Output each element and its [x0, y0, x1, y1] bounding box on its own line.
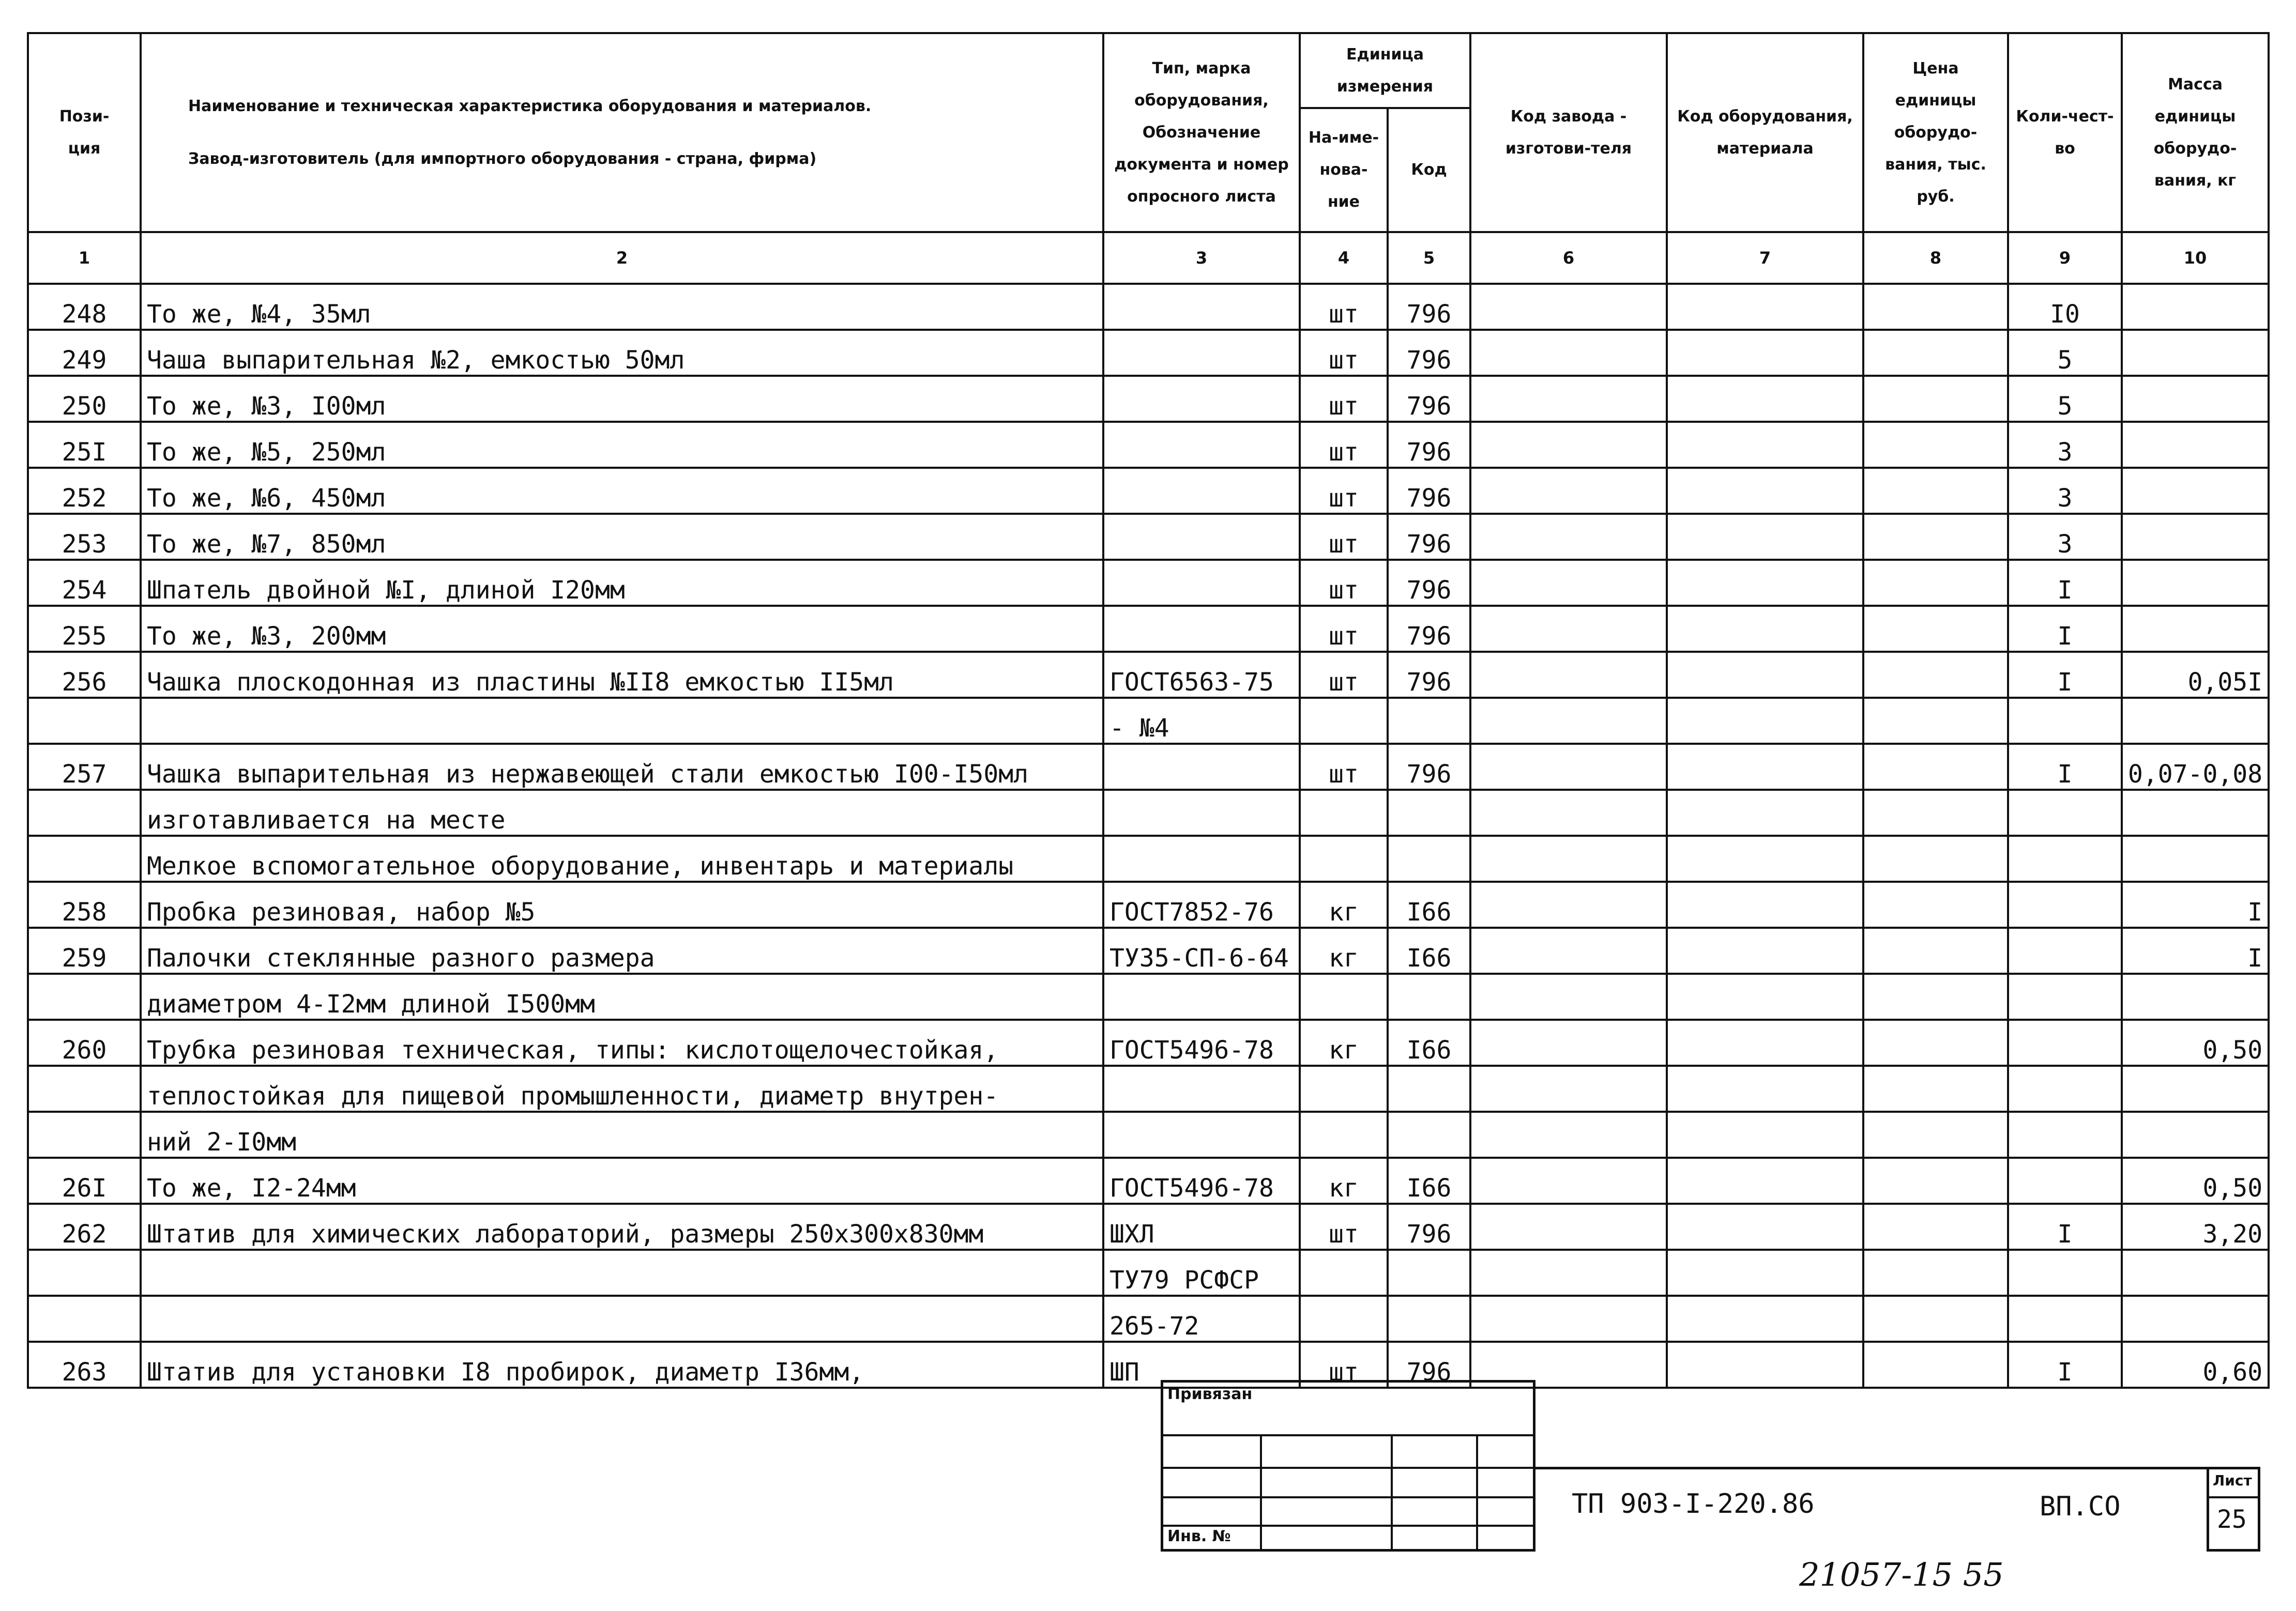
mass-cell — [2122, 790, 2269, 836]
empty-cell — [1667, 928, 1863, 974]
unit-cell: шт — [1300, 652, 1388, 698]
quantity-cell — [2008, 1020, 2122, 1066]
header-unit-code: Код — [1388, 108, 1470, 232]
type-cell: ТУ35-СП-6-64 — [1103, 928, 1300, 974]
mass-cell — [2122, 974, 2269, 1020]
table-row — [28, 1158, 2269, 1204]
type-cell — [1103, 1112, 1300, 1158]
empty-cell — [1667, 974, 1863, 1020]
table-row — [28, 1250, 2269, 1296]
unit-code-cell: 796 — [1388, 422, 1470, 468]
empty-cell — [1863, 974, 2008, 1020]
type-cell: ГОСТ7852-76 — [1103, 882, 1300, 928]
unit-code-cell: 796 — [1388, 468, 1470, 514]
empty-cell — [1667, 1066, 1863, 1112]
mass-cell — [2122, 422, 2269, 468]
table-row — [28, 514, 2269, 560]
unit-cell: шт — [1300, 606, 1388, 652]
empty-cell — [1667, 1158, 1863, 1204]
table-row — [28, 698, 2269, 744]
unit-cell: шт — [1300, 284, 1388, 330]
mass-cell — [2122, 1250, 2269, 1296]
position-cell — [28, 836, 141, 882]
quantity-cell: I — [2008, 1342, 2122, 1388]
table-row — [28, 1342, 2269, 1388]
position-cell: 258 — [28, 882, 141, 928]
empty-cell — [1863, 1296, 2008, 1342]
header-mass: Масса единицы оборудо-вания, кг — [2122, 33, 2269, 232]
empty-cell — [1667, 1020, 1863, 1066]
type-cell — [1103, 836, 1300, 882]
type-cell — [1103, 514, 1300, 560]
unit-code-cell: 796 — [1388, 606, 1470, 652]
sheet-label: Лист — [2213, 1472, 2252, 1489]
empty-cell — [1470, 652, 1667, 698]
mass-cell: I — [2122, 928, 2269, 974]
unit-cell — [1300, 1066, 1388, 1112]
table-row — [28, 790, 2269, 836]
empty-cell — [1667, 422, 1863, 468]
empty-cell — [1863, 1204, 2008, 1250]
quantity-cell — [2008, 1296, 2122, 1342]
column-number: 5 — [1388, 232, 1470, 284]
quantity-cell: 3 — [2008, 422, 2122, 468]
table-row — [28, 560, 2269, 606]
empty-cell — [1863, 652, 2008, 698]
name-cell — [141, 1296, 1103, 1342]
empty-cell — [1667, 836, 1863, 882]
empty-cell — [1470, 974, 1667, 1020]
unit-code-cell — [1388, 1250, 1470, 1296]
unit-cell: шт — [1300, 1204, 1388, 1250]
name-cell: То же, №6, 450мл — [141, 468, 1103, 514]
empty-cell — [1667, 790, 1863, 836]
empty-cell — [1863, 928, 2008, 974]
quantity-cell: I0 — [2008, 284, 2122, 330]
type-cell — [1103, 468, 1300, 514]
empty-cell — [1667, 560, 1863, 606]
name-cell: То же, №5, 250мл — [141, 422, 1103, 468]
name-cell: То же, №3, I00мл — [141, 376, 1103, 422]
quantity-cell: 5 — [2008, 330, 2122, 376]
column-number: 8 — [1863, 232, 2008, 284]
name-cell: Чаша выпарительная №2, емкостью 50мл — [141, 330, 1103, 376]
mass-cell: 0,05I — [2122, 652, 2269, 698]
position-cell: 252 — [28, 468, 141, 514]
table-row — [28, 422, 2269, 468]
unit-cell: шт — [1300, 422, 1388, 468]
quantity-cell — [2008, 928, 2122, 974]
position-cell — [28, 790, 141, 836]
unit-code-cell: 796 — [1388, 1342, 1470, 1388]
header-unit-name: На-име-нова-ние — [1300, 108, 1388, 232]
unit-cell: шт — [1300, 560, 1388, 606]
quantity-cell: 5 — [2008, 376, 2122, 422]
header-factory-code: Код завода - изготови-теля — [1470, 33, 1667, 232]
mass-cell — [2122, 376, 2269, 422]
type-cell: 265-72 — [1103, 1296, 1300, 1342]
unit-code-cell: 796 — [1388, 330, 1470, 376]
table-row — [28, 1204, 2269, 1250]
type-cell — [1103, 560, 1300, 606]
handwritten-archive-number: 21057-15 55 — [1799, 1556, 2004, 1593]
empty-cell — [1470, 928, 1667, 974]
empty-cell — [1863, 698, 2008, 744]
type-cell — [1103, 606, 1300, 652]
name-cell: Шпатель двойной №I, длиной I20мм — [141, 560, 1103, 606]
column-number: 6 — [1470, 232, 1667, 284]
name-cell: ний 2-I0мм — [141, 1112, 1103, 1158]
unit-cell: кг — [1300, 1158, 1388, 1204]
table-row — [28, 468, 2269, 514]
quantity-cell: 3 — [2008, 514, 2122, 560]
quantity-cell: 3 — [2008, 468, 2122, 514]
empty-cell — [1470, 882, 1667, 928]
type-cell — [1103, 330, 1300, 376]
empty-cell — [1470, 468, 1667, 514]
empty-cell — [1470, 330, 1667, 376]
unit-code-cell — [1388, 836, 1470, 882]
quantity-cell — [2008, 1158, 2122, 1204]
quantity-cell — [2008, 1112, 2122, 1158]
unit-cell — [1300, 698, 1388, 744]
unit-cell: шт — [1300, 330, 1388, 376]
quantity-cell — [2008, 1066, 2122, 1112]
position-cell: 253 — [28, 514, 141, 560]
name-cell: То же, №3, 200мм — [141, 606, 1103, 652]
unit-code-cell — [1388, 1296, 1470, 1342]
position-cell: 255 — [28, 606, 141, 652]
empty-cell — [1470, 836, 1667, 882]
empty-cell — [1667, 652, 1863, 698]
position-cell — [28, 974, 141, 1020]
empty-cell — [1470, 1112, 1667, 1158]
unit-code-cell: I66 — [1388, 928, 1470, 974]
table-row — [28, 836, 2269, 882]
empty-cell — [1470, 1066, 1667, 1112]
position-cell: 259 — [28, 928, 141, 974]
empty-cell — [1667, 468, 1863, 514]
empty-cell — [1470, 560, 1667, 606]
inventory-label: Инв. № — [1167, 1527, 1231, 1545]
unit-cell: шт — [1300, 376, 1388, 422]
unit-cell — [1300, 1296, 1388, 1342]
type-cell: ГОСТ5496-78 — [1103, 1158, 1300, 1204]
mass-cell: 0,50 — [2122, 1158, 2269, 1204]
empty-cell — [1667, 744, 1863, 790]
quantity-cell: I — [2008, 1204, 2122, 1250]
specification-table — [27, 32, 2270, 1389]
name-cell: диаметром 4-I2мм длиной I500мм — [141, 974, 1103, 1020]
bound-label: Привязан — [1167, 1385, 1253, 1403]
type-cell: ГОСТ5496-78 — [1103, 1020, 1300, 1066]
unit-code-cell: 796 — [1388, 514, 1470, 560]
empty-cell — [1470, 1020, 1667, 1066]
unit-cell — [1300, 1112, 1388, 1158]
unit-cell: кг — [1300, 882, 1388, 928]
type-cell — [1103, 284, 1300, 330]
mass-cell — [2122, 698, 2269, 744]
empty-cell — [1667, 1204, 1863, 1250]
mass-cell: 0,07-0,08 — [2122, 744, 2269, 790]
unit-cell — [1300, 790, 1388, 836]
empty-cell — [1667, 882, 1863, 928]
name-cell: Пробка резиновая, набор №5 — [141, 882, 1103, 928]
name-cell: Трубка резиновая техническая, типы: кислотощелочестойкая, — [141, 1020, 1103, 1066]
type-cell — [1103, 744, 1300, 790]
mass-cell — [2122, 330, 2269, 376]
type-cell — [1103, 422, 1300, 468]
empty-cell — [1667, 284, 1863, 330]
unit-cell — [1300, 974, 1388, 1020]
position-cell: 250 — [28, 376, 141, 422]
document-mark: ВП.СО — [2040, 1491, 2121, 1522]
empty-cell — [1667, 698, 1863, 744]
type-cell: ГОСТ6563-75 — [1103, 652, 1300, 698]
quantity-cell — [2008, 698, 2122, 744]
position-cell: 263 — [28, 1342, 141, 1388]
name-cell: Штатив для установки I8 пробирок, диаметр I36мм, — [141, 1342, 1103, 1388]
empty-cell — [1863, 284, 2008, 330]
quantity-cell: I — [2008, 652, 2122, 698]
empty-cell — [1863, 882, 2008, 928]
empty-cell — [1667, 1250, 1863, 1296]
unit-code-cell: I66 — [1388, 1158, 1470, 1204]
unit-code-cell: I66 — [1388, 882, 1470, 928]
column-number: 3 — [1103, 232, 1300, 284]
unit-code-cell: 796 — [1388, 560, 1470, 606]
type-cell: ТУ79 РСФСР — [1103, 1250, 1300, 1296]
unit-code-cell: 796 — [1388, 744, 1470, 790]
type-cell — [1103, 790, 1300, 836]
unit-cell — [1300, 1250, 1388, 1296]
name-cell: То же, №7, 850мл — [141, 514, 1103, 560]
empty-cell — [1470, 1296, 1667, 1342]
mass-cell — [2122, 514, 2269, 560]
column-number: 2 — [141, 232, 1103, 284]
header-type: Тип, марка оборудования, Обозначение документа и номер опросного листа — [1103, 33, 1300, 232]
name-cell: Штатив для химических лабораторий, размеры 250х300х830мм — [141, 1204, 1103, 1250]
column-number: 9 — [2008, 232, 2122, 284]
table-row — [28, 284, 2269, 330]
table-row — [28, 1112, 2269, 1158]
empty-cell — [1863, 790, 2008, 836]
position-cell — [28, 1250, 141, 1296]
mass-cell — [2122, 606, 2269, 652]
unit-code-cell — [1388, 974, 1470, 1020]
unit-code-cell: 796 — [1388, 284, 1470, 330]
table-row — [28, 1066, 2269, 1112]
mass-cell — [2122, 284, 2269, 330]
position-cell — [28, 1112, 141, 1158]
unit-cell: шт — [1300, 744, 1388, 790]
name-cell: То же, I2-24мм — [141, 1158, 1103, 1204]
name-cell — [141, 1250, 1103, 1296]
quantity-cell — [2008, 836, 2122, 882]
empty-cell — [1470, 514, 1667, 560]
quantity-cell — [2008, 974, 2122, 1020]
table-row — [28, 1296, 2269, 1342]
type-cell — [1103, 376, 1300, 422]
name-cell: Палочки стеклянные разного размера — [141, 928, 1103, 974]
position-cell: 248 — [28, 284, 141, 330]
name-cell: Мелкое вспомогательное оборудование, инвентарь и материалы — [141, 836, 1103, 882]
empty-cell — [1667, 376, 1863, 422]
unit-code-cell: I66 — [1388, 1020, 1470, 1066]
empty-cell — [1863, 560, 2008, 606]
column-number: 1 — [28, 232, 141, 284]
empty-cell — [1470, 744, 1667, 790]
position-cell — [28, 698, 141, 744]
table-row — [28, 882, 2269, 928]
position-cell: 26I — [28, 1158, 141, 1204]
empty-cell — [1863, 744, 2008, 790]
empty-cell — [1470, 422, 1667, 468]
empty-cell — [1863, 468, 2008, 514]
table-row — [28, 606, 2269, 652]
unit-code-cell — [1388, 790, 1470, 836]
empty-cell — [1470, 1204, 1667, 1250]
position-cell: 257 — [28, 744, 141, 790]
mass-cell: 0,60 — [2122, 1342, 2269, 1388]
empty-cell — [1863, 836, 2008, 882]
unit-code-cell: 796 — [1388, 376, 1470, 422]
mass-cell: 0,50 — [2122, 1020, 2269, 1066]
type-cell: ШХЛ — [1103, 1204, 1300, 1250]
unit-cell — [1300, 836, 1388, 882]
quantity-cell — [2008, 882, 2122, 928]
name-cell: теплостойкая для пищевой промышленности, диаметр внутрен- — [141, 1066, 1103, 1112]
header-quantity: Коли-чест-во — [2008, 33, 2122, 232]
header-unit-group: Единица измерения — [1300, 33, 1470, 108]
empty-cell — [1863, 514, 2008, 560]
name-cell: То же, №4, 35мл — [141, 284, 1103, 330]
empty-cell — [1863, 1020, 2008, 1066]
mass-cell — [2122, 836, 2269, 882]
name-cell: изготавливается на месте — [141, 790, 1103, 836]
quantity-cell — [2008, 790, 2122, 836]
empty-cell — [1863, 330, 2008, 376]
table-row — [28, 744, 2269, 790]
column-number: 10 — [2122, 232, 2269, 284]
empty-cell — [1470, 284, 1667, 330]
empty-cell — [1470, 376, 1667, 422]
column-number-row — [28, 232, 2269, 284]
empty-cell — [1470, 790, 1667, 836]
empty-cell — [1470, 1250, 1667, 1296]
empty-cell — [1667, 330, 1863, 376]
unit-cell: кг — [1300, 928, 1388, 974]
table-row — [28, 376, 2269, 422]
empty-cell — [1863, 1250, 2008, 1296]
mass-cell: 3,20 — [2122, 1204, 2269, 1250]
table-row — [28, 330, 2269, 376]
empty-cell — [1667, 606, 1863, 652]
header-position: Пози- ция — [28, 33, 141, 232]
unit-code-cell — [1388, 1066, 1470, 1112]
empty-cell — [1863, 1112, 2008, 1158]
position-cell: 256 — [28, 652, 141, 698]
column-number: 7 — [1667, 232, 1863, 284]
mass-cell — [2122, 468, 2269, 514]
document-code: ТП 903-I-220.86 — [1572, 1489, 1815, 1520]
column-number: 4 — [1300, 232, 1388, 284]
unit-cell: шт — [1300, 1342, 1388, 1388]
mass-cell — [2122, 1066, 2269, 1112]
quantity-cell: I — [2008, 606, 2122, 652]
empty-cell — [1667, 514, 1863, 560]
empty-cell — [1863, 606, 2008, 652]
unit-cell: шт — [1300, 514, 1388, 560]
unit-cell: кг — [1300, 1020, 1388, 1066]
name-cell: Чашка плоскодонная из пластины №II8 емкостью II5мл — [141, 652, 1103, 698]
unit-code-cell — [1388, 698, 1470, 744]
empty-cell — [1667, 1112, 1863, 1158]
table-row — [28, 1020, 2269, 1066]
header-price: Цена единицы оборудо-вания, тыс. руб. — [1863, 33, 2008, 232]
empty-cell — [1863, 1066, 2008, 1112]
header-material-code: Код оборудования, материала — [1667, 33, 1863, 232]
empty-cell — [1667, 1296, 1863, 1342]
sheet-number: 25 — [2217, 1505, 2247, 1534]
empty-cell — [1667, 1342, 1863, 1388]
unit-code-cell — [1388, 1112, 1470, 1158]
type-cell: - №4 — [1103, 698, 1300, 744]
type-cell — [1103, 974, 1300, 1020]
mass-cell — [2122, 1112, 2269, 1158]
empty-cell — [1863, 376, 2008, 422]
unit-code-cell: 796 — [1388, 652, 1470, 698]
mass-cell — [2122, 1296, 2269, 1342]
unit-cell: шт — [1300, 468, 1388, 514]
table-row — [28, 928, 2269, 974]
name-cell: Чашка выпарительная из нержавеющей стали емкостью I00-I50мл — [141, 744, 1103, 790]
position-cell: 260 — [28, 1020, 141, 1066]
type-cell: ШП — [1103, 1342, 1300, 1388]
mass-cell — [2122, 560, 2269, 606]
name-cell — [141, 698, 1103, 744]
unit-code-cell: 796 — [1388, 1204, 1470, 1250]
type-cell — [1103, 1066, 1300, 1112]
mass-cell: I — [2122, 882, 2269, 928]
header-name: Наименование и техническая характеристика оборудования и материалов. Завод-изготовитель (для импортного оборудования - страна, фирма) — [141, 33, 1103, 232]
empty-cell — [1470, 698, 1667, 744]
quantity-cell: I — [2008, 560, 2122, 606]
table-row — [28, 652, 2269, 698]
empty-cell — [1863, 422, 2008, 468]
empty-cell — [1863, 1342, 2008, 1388]
quantity-cell — [2008, 1250, 2122, 1296]
position-cell: 262 — [28, 1204, 141, 1250]
empty-cell — [1470, 1158, 1667, 1204]
empty-cell — [1470, 606, 1667, 652]
table-row — [28, 974, 2269, 1020]
position-cell: 254 — [28, 560, 141, 606]
position-cell: 25I — [28, 422, 141, 468]
quantity-cell: I — [2008, 744, 2122, 790]
position-cell — [28, 1296, 141, 1342]
position-cell: 249 — [28, 330, 141, 376]
empty-cell — [1863, 1158, 2008, 1204]
position-cell — [28, 1066, 141, 1112]
